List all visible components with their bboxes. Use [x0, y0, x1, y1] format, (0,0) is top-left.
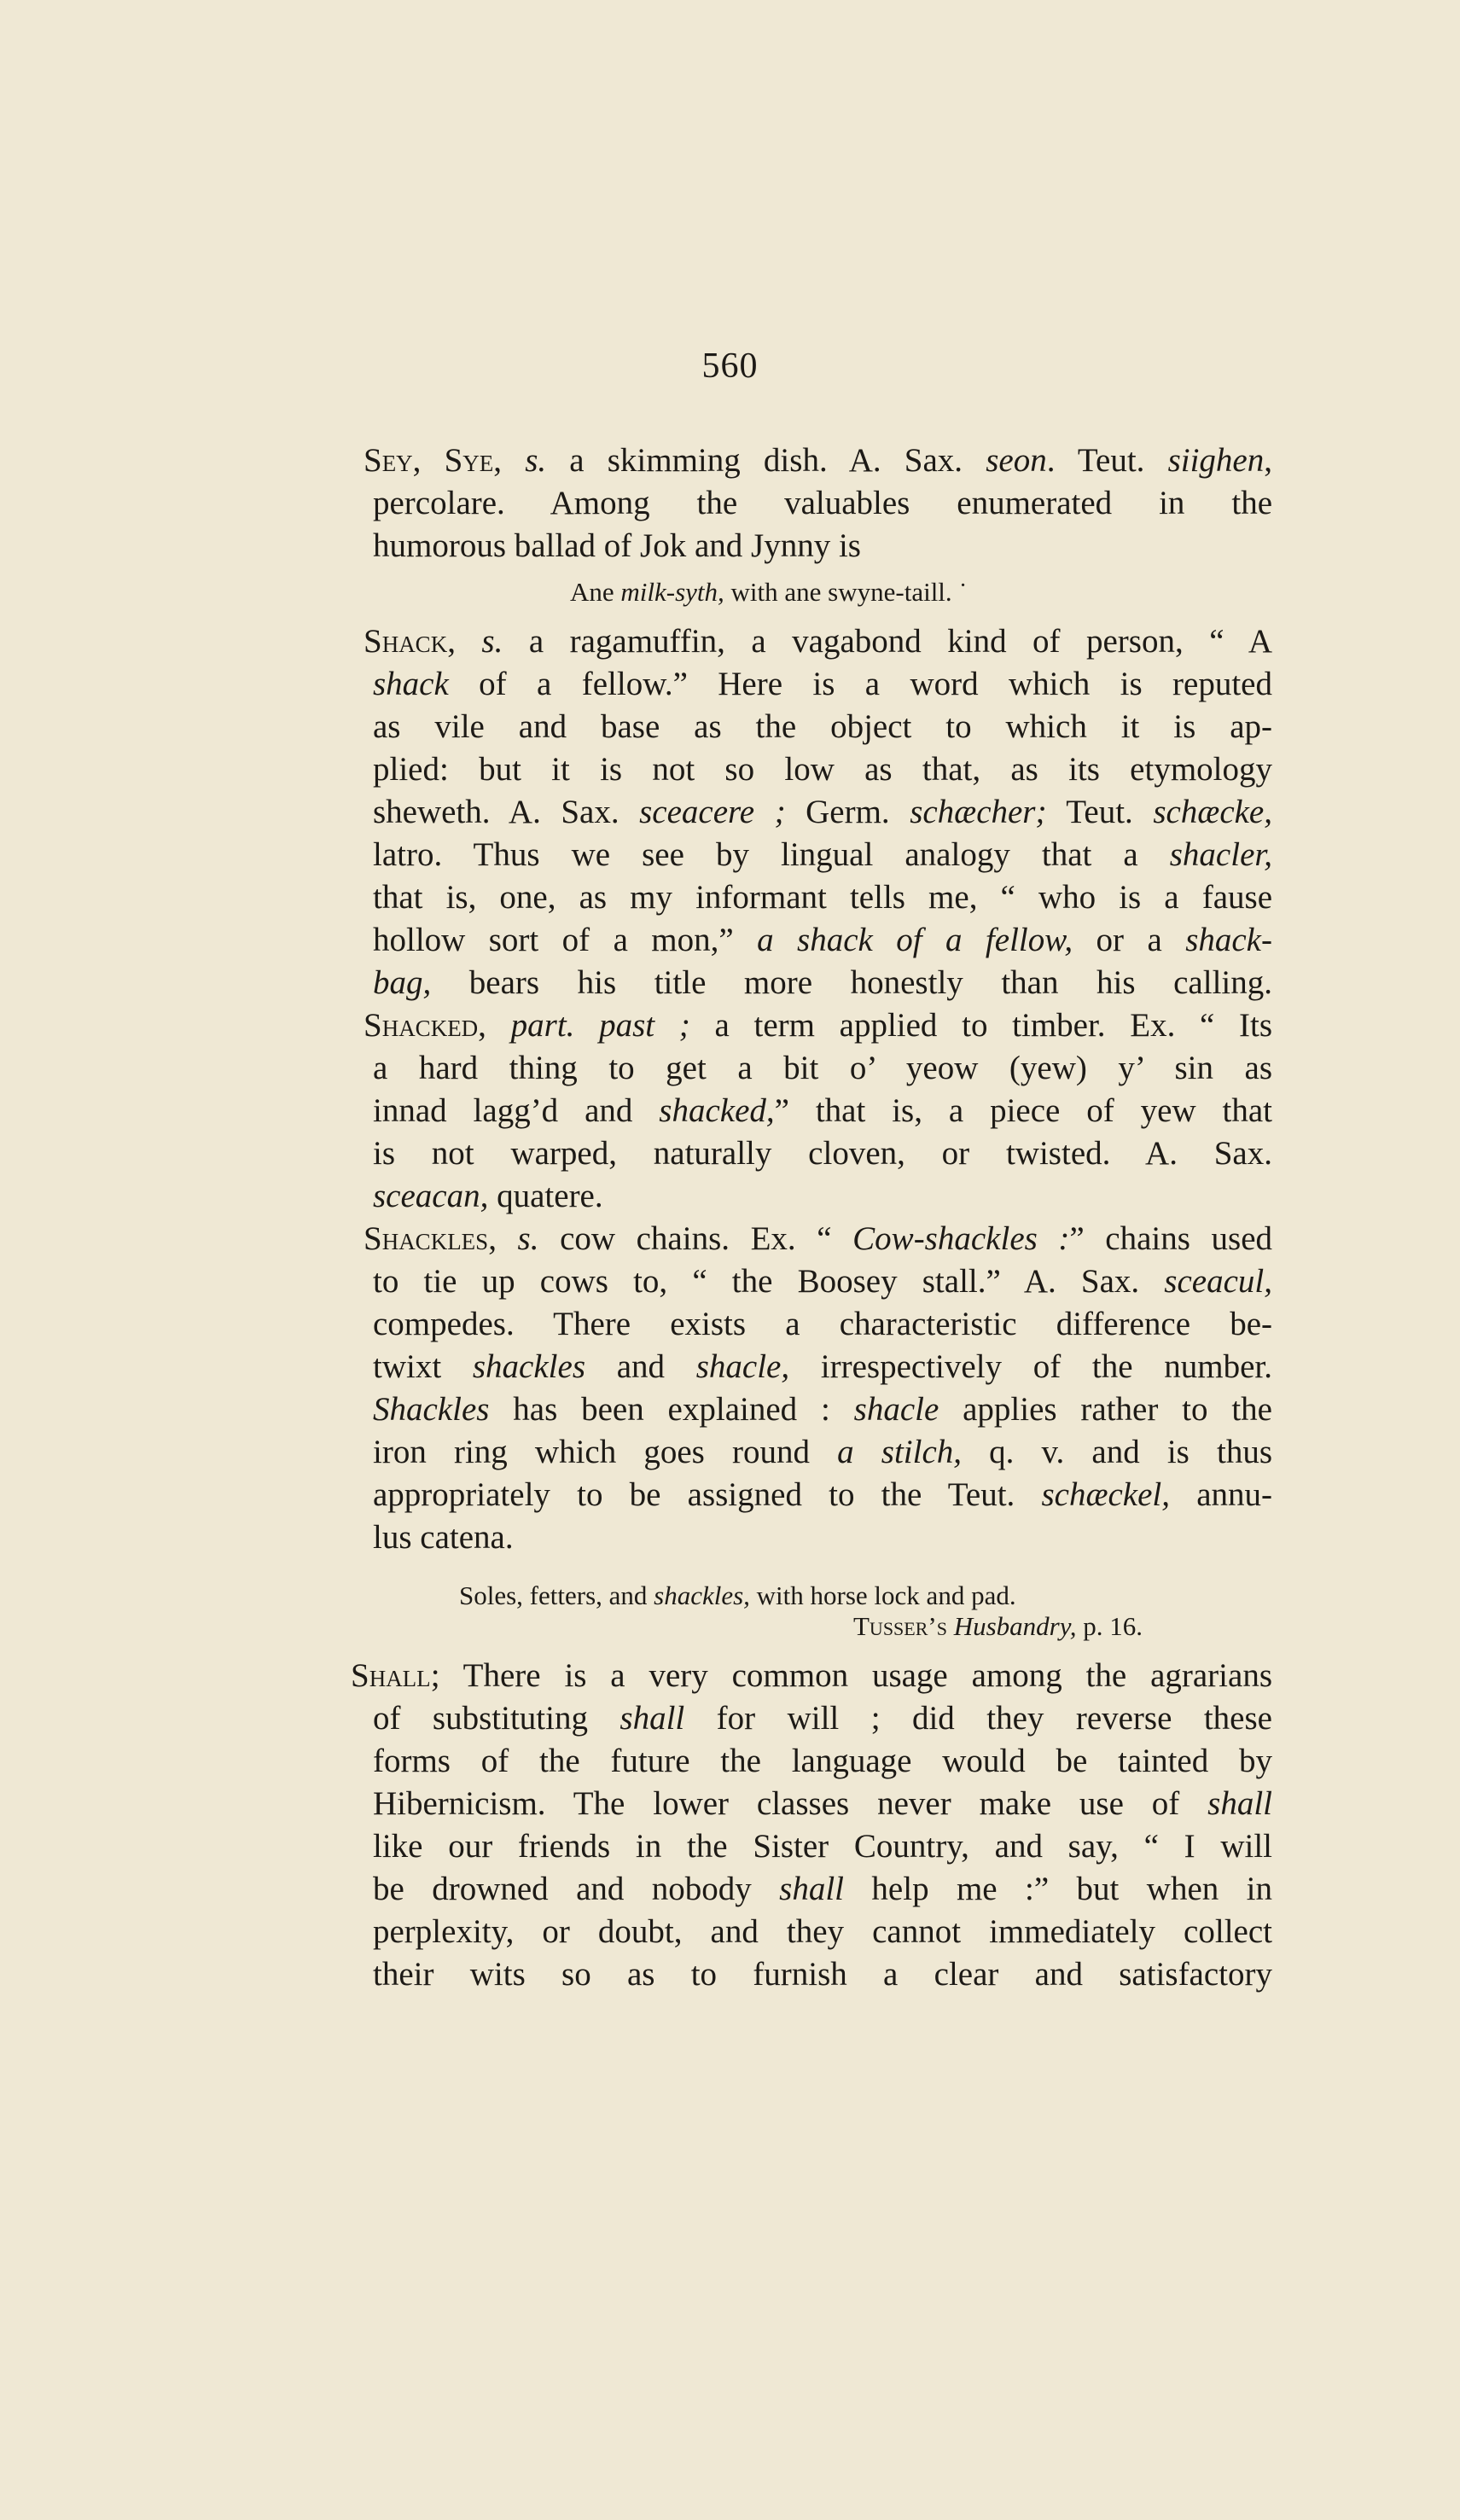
text-line: Shacked, part. past ; a term applied to timber. Ex. “ Its	[364, 1007, 1273, 1044]
text-line: their wits so as to furnish a clear and satisfactory	[373, 1956, 1272, 1993]
text-line: latro. Thus we see by lingual analogy that a shacler,	[373, 836, 1272, 873]
text-line: iron ring which goes round a stilch, q. v. and is thus	[373, 1434, 1273, 1470]
text-line: compedes. There exists a characteristic difference be-	[373, 1306, 1272, 1342]
text-line: bag, bears his title more honestly than his calling.	[373, 964, 1272, 1001]
text-line: Shack, s. a ragamuffin, a vagabond kind of person, “ A	[364, 623, 1272, 660]
text-line: forms of the future the language would be tainted by	[373, 1743, 1272, 1779]
text-line: sheweth. A. Sax. sceacere ; Germ. schæcher; Teut. schæcke,	[373, 794, 1272, 830]
text-line: of substituting shall for will ; did they reverse these	[373, 1700, 1272, 1737]
text-line: that is, one, as my informant tells me, “ who is a fause	[373, 879, 1272, 916]
headword: Shacked,	[364, 1007, 486, 1044]
headword: Shack,	[364, 623, 456, 660]
text-line: Hibernicism. The lower classes never make use of shall	[373, 1785, 1272, 1822]
text-line: shack of a fellow.” Here is a word which is reputed	[373, 666, 1272, 702]
text-line: sceacan, quatere.	[373, 1178, 603, 1214]
text-line: to tie up cows to, “ the Boosey stall.” A. Sax. sceacul,	[373, 1263, 1272, 1300]
text-line: lus catena.	[373, 1519, 514, 1556]
text-line: be drowned and nobody shall help me :” but when in	[373, 1871, 1272, 1907]
text-line: as vile and base as the object to which it is ap-	[373, 708, 1272, 745]
quotation: Ane milk-syth, with ane swyne-taill. ˙	[570, 577, 968, 607]
text-line: Sey, Sye, s. a skimming dish. A. Sax. seon. Teut. siighen,	[364, 442, 1272, 479]
text-line: plied: but it is not so low as that, as its etymology	[373, 751, 1272, 788]
text-line: Shackles, s. cow chains. Ex. “ Cow-shackles :” chains used	[364, 1220, 1272, 1257]
text-line: like our friends in the Sister Country, and say, “ I will	[373, 1828, 1272, 1865]
text-line: innad lagg’d and shacked,” that is, a piece of yew that	[373, 1092, 1272, 1129]
text-line: percolare. Among the valuables enumerated in the	[373, 485, 1272, 521]
text-line: appropriately to be assigned to the Teut. schæckel, annu-	[373, 1476, 1272, 1513]
text-line: a hard thing to get a bit o’ yeow (yew) y’ sin as	[373, 1050, 1272, 1086]
quotation: Soles, fetters, and shackles, with horse lock and pad.	[459, 1580, 1016, 1610]
text-line: hollow sort of a mon,” a shack of a fellow, or a shack-	[373, 922, 1272, 958]
page-number: 560	[701, 346, 759, 386]
text-line: twixt shackles and shacle, irrespectively of the number.	[373, 1348, 1273, 1385]
text-line: Shall; There is a very common usage among the agrarians	[351, 1657, 1272, 1694]
headword: Sey, Sye,	[364, 442, 503, 479]
headword: Shackles,	[364, 1220, 497, 1257]
text-line: is not warped, naturally cloven, or twisted. A. Sax.	[373, 1135, 1272, 1172]
text-line: humorous ballad of Jok and Jynny is	[373, 527, 861, 564]
text-line: Shackles has been explained : shacle applies rather to the	[373, 1391, 1272, 1428]
text-line: perplexity, or doubt, and they cannot immediately collect	[373, 1913, 1272, 1950]
citation: Tusser’s Husbandry, p. 16.	[853, 1611, 1143, 1641]
headword: Shall	[351, 1657, 431, 1694]
